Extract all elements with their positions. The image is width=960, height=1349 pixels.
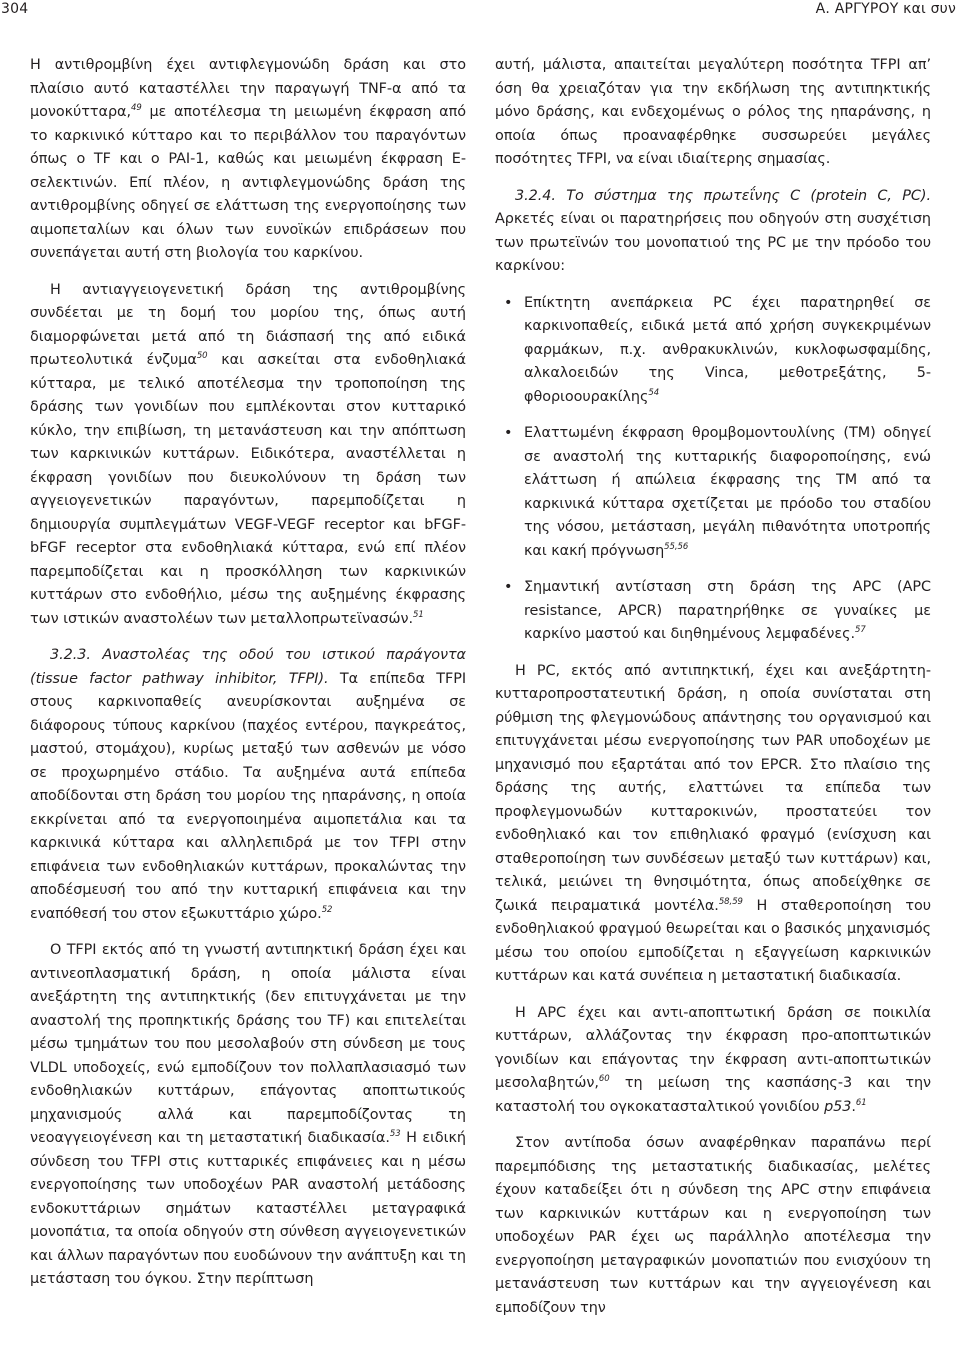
paragraph-tfpi-antineoplastic bbox=[30, 939, 466, 1292]
paragraph-text: Στον αντίποδα όσων αναφέρθηκαν παραπάνω περί παρεμπόδισης της μεταστατικής διαδικασίας, μελέτες έχουν καταδείξει ότι η σύνδεση της APC στην επιφάνεια των καρκινικών κυττάρων και η ενεργοποίηση των υποδοχέων PAR έχει ως παράλληλο αποτέλεσμα την ενεργοποίηση μεταγραφικών μονοπατιών που ενισχύουν τη μετανάστευση των κυττάρων και την αγγειογένεση και εμποδίζουν την bbox=[495, 1135, 931, 1316]
reference-marker: 53 bbox=[389, 1129, 401, 1139]
reference-marker: 58,59 bbox=[718, 896, 743, 907]
reference-marker: 52 bbox=[321, 904, 333, 915]
paragraph-text: και ασκείται στα ενδοθηλιακά κύτταρα, με τελικό αποτέλεσμα την τροποποίηση της δράσης των γονιδίων που εμπλέκονται στον κυτταρικό κύκλο, την επιβίωση, τη μετανάστευση και την απόπτωση των καρκινικών κυττάρων. Ειδικότερα, αναστέλλεται η έκφραση γονιδίων που διευκολύνουν τη δράση των αγγειογενετικών παραγόντων, παρεμποδίζεται η δημιουργία συμπλεγμάτων VEGF-VEGF receptor και bFGF-bFGF receptor στα ενδοθηλιακά κύτταρα, ενώ επί πλέον παρεμποδίζεται και η προσκόλληση των καρκινικών κυττάρων στο ενδοθήλιο, μέσω της αυξημένης έκφρασης των ιστικών αναστολέων των μεταλλοπρωτεϊνασών. bbox=[30, 352, 466, 627]
paragraph-text: Ο TFPI εκτός από τη γνωστή αντιπηκτική δράση έχει και αντινεοπλασματική δράση, η οποία μάλιστα είναι ανεξάρτητη της αντιπηκτικής (δεν επιτυγχάνεται με την αναστολή της προπηκτικής δράσης του TF) και επιτελείται μέσω τμημάτων του που μεσολαβούν στη σύνδεση με τους VLDL υποδοχείς, ενώ εμποδίζουν τον πολλαπλασιασμό των ενδοθηλιακών κυττάρων, επάγοντας αποπτωτικούς μηχανισμούς αλλά και παρεμποδίζοντας τη νεοαγγειογένεση και τη μεταστατική διαδικασία. bbox=[30, 942, 466, 1146]
reference-marker: 50 bbox=[196, 351, 208, 361]
paragraph-text: . bbox=[851, 1098, 856, 1115]
reference-marker: 54 bbox=[648, 387, 660, 398]
list-item bbox=[495, 422, 931, 563]
list-item bbox=[495, 292, 931, 410]
running-header bbox=[0, 0, 960, 24]
left-column bbox=[30, 54, 466, 1292]
paragraph-text: με αποτέλεσμα τη μειωμένη έκφραση από το καρκινικό κύτταρο και το περιβάλλον του παραγόντων όπως ο TF και ο PAI-1, καθώς και μειωμένη έκφραση E-σελεκτινών. Επί πλέον, η αντιφλεγμονώδης δράση της αντιθρομβίνης οδηγεί σε ελάττωση της ενεργοποίησης των αιμοπεταλίων και όλων των ευνοϊκών επιδράσεων που συνεπάγεται αυτή στη βιολογία του καρκίνου. bbox=[30, 104, 466, 261]
bullet-icon: • bbox=[504, 579, 513, 595]
paragraph-antithrombin-antiangiogenic bbox=[30, 279, 466, 632]
paragraph-text: Η APC έχει και αντι-αποπτωτική δράση σε ποικιλία κυττάρων, αλλάζοντας την έκφραση προ-αποπτωτικών γονιδίων και επάγοντας την έκφραση αντι-αποπτωτικών μεσολαβητών, bbox=[495, 1004, 931, 1091]
reference-marker: 60 bbox=[598, 1074, 610, 1084]
list-item-text: Επίκτητη ανεπάρκεια PC έχει παρατηρηθεί σε καρκινοπαθείς, ειδικά μετά από χρήση συγκεκριμένων φαρμάκων, π.χ. ανθρακυκλινών, κυκλοφωσφαμίδης, αλκαλοειδών της Vinca, μεθοτρεξάτης, 5-φθοριοουρακίλης bbox=[524, 294, 931, 405]
bullet-icon: • bbox=[504, 425, 513, 441]
paragraph-protein-c-section bbox=[495, 185, 931, 279]
section-title-tfpi: 3.2.3. Αναστολέας της οδού του ιστικού παράγοντα (tissue factor pathway inhibitor, TFPI). bbox=[30, 647, 466, 687]
paragraph-text: αυτή, μάλιστα, απαιτείται μεγαλύτερη ποσότητα TFPI απ’ όση θα χρειαζόταν για την εκδήλωση της αντιπηκτικής μόνο δράσης, και ενδεχομένως ο ρόλος της ηπαράνσης, η οποία όπως προαναφέρθηκε συσσωρεύει μεγάλες ποσότητες TFPI, να είναι ιδιαίτερης σημασίας. bbox=[495, 57, 931, 167]
reference-marker: 49 bbox=[131, 103, 142, 113]
reference-marker: 57 bbox=[855, 625, 866, 635]
list-item-text: Ελαττωμένη έκφραση θρομβομοντουλίνης (TM) οδηγεί σε αναστολή της κυτταρικής διαφοροποίησης, ενώ ελάττωση ή απώλεια έκφρασης της TM από τα καρκινικά κύτταρα σχετίζεται με πρόοδο του σταδίου της νόσου, μετάσταση, μεγάλη πιθανότητα υποτροπής και κακή πρόγνωση bbox=[524, 425, 931, 559]
bullet-icon: • bbox=[504, 294, 513, 311]
reference-marker: 55,56 bbox=[664, 541, 689, 552]
bullet-list bbox=[495, 292, 931, 647]
paragraph-text: Η σταθεροποίηση του ενδοθηλιακού φραγμού θεωρείται και ο βασικός μηχανισμός μέσω του οποίου εμποδίζεται η εξαγγείωση καρκινικών κυττάρων και κατά συνέπεια η μεταστατική διαδικασία. bbox=[495, 897, 931, 984]
page-number: 304 bbox=[1, 1, 29, 17]
paragraph-pc-cytoprotective bbox=[495, 660, 931, 989]
running-header-authors: Α. ΑΡΓΥΡΟΥ και συν bbox=[815, 1, 956, 17]
gene-name: p53 bbox=[824, 1098, 852, 1115]
list-item-text: Σημαντική αντίσταση στη δράση της APC (APC resistance, APCR) παρατηρήθηκε σε γυναίκες με καρκίνο μαστού και διηθημένους λεμφαδένες. bbox=[524, 579, 931, 642]
paragraph-tfpi-continuation bbox=[495, 54, 931, 172]
paragraph-text: Τα επίπεδα TFPI στους καρκινοπαθείς ανευρίσκονται αυξημένα σε διάφορους τύπους καρκίνου (παχέος εντέρου, παγκρεάτος, μαστού, στομάχου), κυρίως μεταξύ των ασθενών με νόσο σε προχωρημένο στάδιο. Τα αυξημένα αυτά επίπεδα αποδίδονται στη δράση του μορίου της ηπαράνσης, η οποία εκκρίνεται από τα ενεργοποιημένα αιμοπετάλια και τα καρκινικά κύτταρα και αλληλεπιδρά με τον TFPI στην επιφάνεια των ενδοθηλιακών κυττάρων, προκαλώντας την αποδέσμευσή του από την κυτταρική επιφάνεια και την εναπόθεσή του στον εξωκυττάριο χώρο. bbox=[30, 670, 467, 922]
paragraph-text: Η αντιαγγειογενετική δράση της αντιθρομβίνης συνδέεται με τη δομή του μορίου της, όπως αυτή διαμορφώνεται μετά από τη διάσπασή της από ειδικά πρωτεολυτικά ένζυμα bbox=[30, 281, 466, 368]
reference-marker: 61 bbox=[855, 1097, 867, 1108]
paragraph-tfpi-section bbox=[30, 644, 466, 926]
section-title-protein-c: 3.2.4. Το σύστημα της πρωτεΐνης C (protein C, PC). bbox=[515, 187, 931, 204]
paragraph-text: Αρκετές είναι οι παρατηρήσεις που οδηγούν στη συσχέτιση των πρωτεϊνών του μονοπατιού της PC με την πρόοδο του καρκίνου: bbox=[495, 211, 931, 274]
paragraph-apc-metastasis bbox=[495, 1132, 931, 1320]
paragraph-text: Η PC, εκτός από αντιπηκτική, έχει και ανεξάρτητη-κυτταροπροστατευτική δράση, η οποία συνίσταται στη ρύθμιση της φλεγμονώδους απάντησης του οργανισμού και επιτυγχάνεται μέσω ενεργοποίησης των PAR υποδοχέων με μηχανισμό που εξαρτάται από τον EPCR. Στο πλαίσιο της δράσης της αυτής, ελαττώνει τα επίπεδα των προφλεγμονωδών κυτταροκινών, προστατεύει τον ενδοθηλιακό και τον επιθηλιακό φραγμό (ενίσχυση και σταθεροποίηση των συνδέσεων μεταξύ των κυττάρων) και, τελικά, μειώνει τη θνησιμότητα, όπως αποδείχθηκε σε ζωικά πειραματικά μοντέλα. bbox=[495, 662, 931, 914]
paragraph-antithrombin-anti-inflammatory bbox=[30, 54, 466, 266]
paragraph-apc-antiapoptotic bbox=[495, 1002, 931, 1120]
list-item bbox=[495, 576, 931, 647]
paragraph-text: τη μείωση της κασπάσης-3 και την καταστολή του ογκοκατασταλτικού γονιδίου bbox=[495, 1075, 931, 1115]
paragraph-text: Η ειδική σύνδεση του TFPI στις κυτταρικές επιφάνειες και η μέσω ενεργοποίησης των υποδοχέων PAR αναστολή μετάδοσης ενδοκυττάριων σημάτων καταστέλλει μεταγραφικά μονοπάτια, τα οποία οδηγούν στη σύνθεση αγγειογενετικών και άλλων παραγόντων που ευοδώνουν την ανάπτυξη και τη μετάσταση του όγκου. Στην περίπτωση bbox=[30, 1130, 466, 1287]
right-column bbox=[495, 54, 931, 1320]
reference-marker: 51 bbox=[412, 609, 424, 620]
paragraph-text: Η αντιθρομβίνη έχει αντιφλεγμονώδη δράση και στο πλαίσιο αυτό καταστέλλει την παραγωγή TNF-α από τα μονοκύτταρα, bbox=[30, 57, 466, 120]
